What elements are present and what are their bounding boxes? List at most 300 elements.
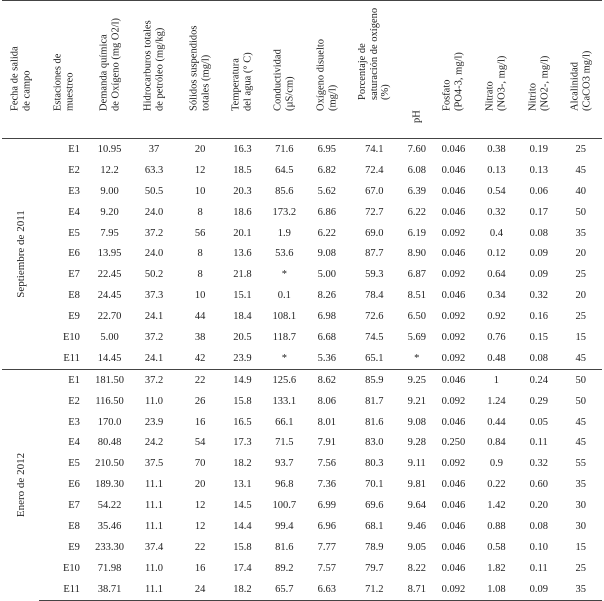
value-cell: 0.20 (529, 500, 548, 512)
column-header-line: del agua (° C) (242, 52, 254, 111)
value-cell: 25 (575, 311, 586, 323)
value-cell: 0.32 (529, 458, 548, 470)
station-cell: E4 (68, 437, 80, 449)
table-row (2, 223, 602, 244)
column-header-label (98, 18, 121, 111)
value-cell: 93.7 (275, 458, 294, 470)
value-cell: 118.7 (272, 331, 296, 343)
value-cell: 9.00 (100, 185, 119, 197)
value-cell: 50.2 (144, 269, 164, 281)
value-cell: 42 (194, 352, 206, 364)
column-header-line: saturación de oxígeno (368, 7, 380, 100)
column-header-9 (401, 1, 432, 139)
value-cell: 11.1 (130, 579, 178, 600)
column-header-line: (CaCO3 mg/l) (580, 50, 592, 111)
value-cell: 0.22 (487, 479, 506, 491)
value-cell: 0.44 (487, 416, 506, 428)
table-row (2, 495, 602, 516)
column-header-line: (PO4-3, mg/l) (453, 52, 465, 111)
value-cell: 5.00 (317, 269, 336, 281)
value-cell: 0.4 (489, 227, 503, 239)
value-cell: 0.13 (529, 164, 548, 176)
value-cell: 0.05 (529, 416, 548, 428)
value-cell: 35 (559, 579, 602, 600)
value-cell: 53.6 (275, 248, 294, 260)
value-cell: 85.6 (275, 185, 294, 197)
table-row (2, 306, 602, 327)
value-cell: 59.3 (365, 269, 384, 281)
column-header-line: Hidrocarburos totales (142, 20, 154, 111)
value-cell: 50 (575, 206, 586, 218)
value-cell: 6.19 (407, 227, 426, 239)
value-cell: 37.3 (144, 290, 164, 302)
column-header-line: muestreo (64, 72, 76, 111)
value-cell: 9.08 (317, 248, 336, 260)
value-cell: 9.81 (407, 479, 426, 491)
value-cell: 12 (194, 164, 206, 176)
column-header-line: de petróleo (mg/kg) (154, 27, 166, 111)
value-cell: 13.95 (97, 248, 122, 260)
value-cell: 30 (575, 520, 586, 532)
value-cell: 0.046 (441, 164, 466, 176)
value-cell: 0.08 (529, 227, 548, 239)
value-cell: 170.0 (97, 416, 122, 428)
value-cell: 70 (194, 458, 206, 470)
value-cell: 8 (197, 206, 203, 218)
value-cell: 38.71 (89, 579, 130, 600)
value-cell: 0.092 (441, 269, 466, 281)
value-cell: 16 (194, 562, 206, 574)
value-cell: 24.45 (97, 290, 122, 302)
value-cell: 8.22 (407, 562, 426, 574)
column-header-line: Oxígeno disuelto (315, 38, 327, 111)
table-row (2, 285, 602, 306)
value-cell: 23.9 (144, 416, 164, 428)
value-cell: 6.50 (407, 311, 426, 323)
value-cell: 5.69 (407, 331, 426, 343)
value-cell: 8.62 (306, 369, 347, 390)
value-cell: 11.0 (145, 395, 164, 407)
station-cell: E6 (68, 479, 80, 491)
value-cell: 9.46 (407, 520, 426, 532)
value-cell: 23.9 (233, 352, 252, 364)
value-cell: 13.6 (233, 248, 252, 260)
value-cell: 9.64 (407, 500, 426, 512)
table-row (2, 537, 602, 558)
value-cell: 80.3 (365, 458, 384, 470)
value-cell: 5.00 (100, 331, 119, 343)
value-cell: 69.6 (365, 500, 384, 512)
value-cell: 0.046 (441, 562, 466, 574)
value-cell: 0.88 (487, 520, 506, 532)
column-header-2 (89, 1, 130, 139)
value-cell: 116.50 (95, 395, 124, 407)
value-cell: 13.1 (233, 479, 252, 491)
value-cell: 0.046 (441, 500, 466, 512)
value-cell: 16.5 (233, 416, 252, 428)
value-cell: 0.58 (487, 541, 506, 553)
value-cell: 1.82 (487, 562, 506, 574)
column-header-label (231, 52, 254, 111)
value-cell: 8.06 (317, 395, 336, 407)
value-cell: 87.7 (365, 248, 384, 260)
value-cell: * (281, 352, 287, 364)
value-cell: 9.20 (100, 206, 119, 218)
table-row (2, 558, 602, 579)
column-header-line: (NO3-, mg/l) (496, 55, 508, 111)
value-cell: 74.5 (365, 331, 384, 343)
value-cell: 12 (194, 500, 206, 512)
value-cell: 65.7 (263, 579, 306, 600)
value-cell: 11.1 (145, 500, 164, 512)
station-cell: E8 (68, 290, 80, 302)
value-cell: 0.092 (441, 458, 466, 470)
value-cell: 81.6 (365, 416, 384, 428)
station-cell: E10 (62, 331, 80, 343)
value-cell: 0.64 (487, 269, 506, 281)
value-cell: 6.22 (317, 227, 336, 239)
value-cell: 7.60 (401, 139, 432, 160)
column-header-label (53, 54, 76, 111)
column-header-label (527, 56, 550, 111)
water-quality-table (2, 0, 602, 601)
value-cell: 0.046 (441, 541, 466, 553)
value-cell: 0.92 (487, 311, 506, 323)
value-cell: 8.01 (317, 416, 336, 428)
value-cell: 81.6 (275, 541, 294, 553)
value-cell: 18.5 (233, 164, 252, 176)
table-row (2, 202, 602, 223)
value-cell: 181.50 (89, 369, 130, 390)
value-cell: 108.1 (272, 311, 297, 323)
value-cell: 72.6 (365, 311, 384, 323)
value-cell: 6.86 (317, 206, 336, 218)
value-cell: 69.0 (365, 227, 384, 239)
table-row (2, 432, 602, 453)
value-cell: 20.5 (233, 331, 252, 343)
header-row (2, 1, 602, 139)
value-cell: 79.7 (365, 562, 384, 574)
value-cell: 6.96 (317, 520, 336, 532)
value-cell: 7.36 (317, 479, 336, 491)
column-header-line: Porcentaje de (357, 42, 369, 100)
value-cell: 6.22 (407, 206, 426, 218)
value-cell: 20 (194, 479, 206, 491)
station-cell: E11 (39, 579, 89, 600)
column-header-label (189, 26, 212, 111)
value-cell: 96.8 (275, 479, 294, 491)
value-cell: 16 (194, 416, 206, 428)
column-header-label (485, 56, 508, 111)
station-cell: E7 (68, 269, 80, 281)
value-cell: 72.4 (365, 164, 384, 176)
value-cell: 9.21 (407, 395, 426, 407)
value-cell: 37 (130, 139, 178, 160)
value-cell: 89.2 (275, 562, 294, 574)
value-cell: 1 (475, 369, 518, 390)
value-cell: 66.1 (275, 416, 294, 428)
value-cell: 1.42 (487, 500, 506, 512)
value-cell: 125.6 (263, 369, 306, 390)
value-cell: 12 (194, 520, 206, 532)
table-row (2, 474, 602, 495)
value-cell: 0.38 (475, 139, 518, 160)
value-cell: 99.4 (275, 520, 294, 532)
value-cell: 24.1 (144, 311, 164, 323)
value-cell: 55 (575, 458, 586, 470)
column-header-line: de Oxígeno (mg O2/l) (109, 17, 121, 111)
value-cell: 63.3 (144, 164, 164, 176)
value-cell: 15.1 (233, 290, 252, 302)
column-header-4 (178, 1, 222, 139)
value-cell: 0.32 (529, 290, 548, 302)
value-cell: 38 (194, 331, 206, 343)
value-cell: 15.8 (233, 541, 252, 553)
column-header-line: (NO2-, mg/l) (538, 55, 550, 111)
value-cell: 6.63 (306, 579, 347, 600)
table-body (2, 139, 602, 601)
value-cell: 54 (194, 437, 206, 449)
value-cell: 0.84 (487, 437, 506, 449)
table-row (2, 181, 602, 202)
station-cell: E2 (68, 164, 80, 176)
value-cell: 0.24 (518, 369, 559, 390)
value-cell: 0.046 (441, 416, 466, 428)
column-header-line: Conductividad (272, 49, 284, 111)
column-header-line: de campo (20, 70, 32, 111)
value-cell: 0.9 (489, 458, 503, 470)
value-cell: 35 (575, 227, 586, 239)
value-cell: 24.2 (144, 437, 164, 449)
value-cell: 8.51 (407, 290, 426, 302)
column-header-6 (263, 1, 306, 139)
value-cell: 50 (559, 369, 602, 390)
value-cell: 9.25 (401, 369, 432, 390)
value-cell: 7.56 (317, 458, 336, 470)
table-row (2, 412, 602, 433)
value-cell: 22 (194, 541, 206, 553)
value-cell: 7.77 (317, 541, 336, 553)
value-cell: 45 (575, 352, 586, 364)
table-row (2, 391, 602, 412)
table-row (2, 453, 602, 474)
value-cell: 0.092 (441, 395, 466, 407)
value-cell: 22 (178, 369, 222, 390)
value-cell: 18.6 (233, 206, 252, 218)
value-cell: 8.26 (317, 290, 336, 302)
value-cell: 6.39 (407, 185, 426, 197)
column-header-line: (mg/l) (326, 84, 338, 111)
value-cell: 1.24 (487, 395, 506, 407)
value-cell: 210.50 (95, 458, 124, 470)
value-cell: 56 (194, 227, 206, 239)
value-cell: 78.4 (365, 290, 384, 302)
value-cell: 7.95 (100, 227, 119, 239)
value-cell: 0.48 (487, 352, 506, 364)
value-cell: 5.62 (317, 185, 336, 197)
station-cell: E9 (68, 311, 80, 323)
value-cell: 189.30 (95, 479, 124, 491)
station-cell: E8 (68, 520, 80, 532)
value-cell: 45 (575, 164, 586, 176)
value-cell: 8.71 (401, 579, 432, 600)
column-header-label (9, 46, 32, 111)
value-cell: 15 (575, 331, 586, 343)
value-cell: 67.0 (365, 185, 384, 197)
column-header-line: Alcalinidad (569, 62, 581, 111)
column-header-line: Demanda química (98, 34, 110, 111)
column-header-line: (%) (380, 83, 392, 100)
value-cell: 17.3 (233, 437, 252, 449)
value-cell: 15 (575, 541, 586, 553)
value-cell: 0.60 (529, 479, 548, 491)
column-header-line: Nitrito (527, 83, 539, 111)
value-cell: 0.12 (487, 248, 506, 260)
column-header-5 (222, 1, 262, 139)
column-header-10 (432, 1, 474, 139)
value-cell: 0.09 (529, 248, 548, 260)
station-cell: E7 (68, 500, 80, 512)
value-cell: 14.45 (97, 352, 122, 364)
column-header-11 (475, 1, 518, 139)
station-cell: E4 (68, 206, 80, 218)
column-header-label (569, 51, 592, 111)
column-header-8 (347, 1, 401, 139)
value-cell: 6.98 (317, 311, 336, 323)
value-cell: 0.1 (277, 290, 291, 302)
value-cell: 0.092 (432, 579, 474, 600)
column-header-line: Nitrato (484, 81, 496, 111)
value-cell: 7.57 (317, 562, 336, 574)
station-cell: E1 (39, 139, 89, 160)
value-cell: 37.2 (144, 331, 164, 343)
column-header-line: (µS/cm) (284, 76, 296, 111)
value-cell: 0.046 (441, 520, 466, 532)
value-cell: 0.046 (432, 139, 474, 160)
period-cell (2, 139, 39, 370)
value-cell: 10 (194, 185, 206, 197)
value-cell: 83.0 (365, 437, 384, 449)
value-cell: 10.95 (89, 139, 130, 160)
table-row (2, 579, 602, 600)
station-cell: E2 (68, 395, 80, 407)
value-cell: 0.046 (441, 479, 466, 491)
value-cell: 17.4 (233, 562, 252, 574)
value-cell: 45 (575, 416, 586, 428)
value-cell: 15.8 (233, 395, 252, 407)
value-cell: 0.046 (441, 290, 466, 302)
value-cell: 22.70 (97, 311, 122, 323)
table-row (2, 369, 602, 390)
column-header-label (273, 49, 296, 111)
column-header-line: Fosfato (441, 79, 453, 111)
station-cell: E1 (39, 369, 89, 390)
value-cell: 25 (575, 562, 586, 574)
value-cell: 9.28 (407, 437, 426, 449)
value-cell: 24.0 (144, 206, 164, 218)
value-cell: 10 (194, 290, 206, 302)
station-cell: E3 (68, 416, 80, 428)
column-header-13 (559, 1, 602, 139)
value-cell: 233.30 (95, 541, 124, 553)
value-cell: 0.046 (441, 206, 466, 218)
value-cell: 37.2 (144, 227, 164, 239)
value-cell: 37.2 (130, 369, 178, 390)
value-cell: 16.3 (222, 139, 262, 160)
column-header-label (357, 7, 392, 99)
value-cell: 6.68 (317, 331, 336, 343)
table-row (2, 160, 602, 181)
table-row (2, 348, 602, 369)
value-cell: 18.2 (222, 579, 262, 600)
value-cell: 35 (575, 479, 586, 491)
value-cell: 18.4 (233, 311, 252, 323)
value-cell: 6.99 (317, 500, 336, 512)
value-cell: 100.7 (272, 500, 297, 512)
column-header-12 (518, 1, 559, 139)
value-cell: 0.06 (529, 185, 548, 197)
station-cell: E10 (62, 562, 80, 574)
value-cell: 50.5 (144, 185, 164, 197)
period-label: Septiembre de 2011 (14, 210, 27, 298)
value-cell: 9.08 (407, 416, 426, 428)
value-cell: 85.9 (347, 369, 401, 390)
value-cell: 8.90 (407, 248, 426, 260)
value-cell: 0.17 (529, 206, 548, 218)
value-cell: 6.95 (306, 139, 347, 160)
value-cell: 0.250 (441, 437, 466, 449)
value-cell: 70.1 (365, 479, 384, 491)
value-cell: 37.4 (144, 541, 164, 553)
value-cell: 1.9 (277, 227, 291, 239)
value-cell: 0.046 (441, 248, 466, 260)
value-cell: 7.91 (317, 437, 336, 449)
value-cell: 45 (575, 437, 586, 449)
value-cell: 81.7 (365, 395, 384, 407)
station-cell: E3 (68, 185, 80, 197)
value-cell: 6.82 (317, 164, 336, 176)
value-cell: 133.1 (272, 395, 297, 407)
value-cell: 0.046 (441, 185, 466, 197)
value-cell: 72.7 (365, 206, 384, 218)
value-cell: 0.15 (529, 331, 548, 343)
value-cell: 0.11 (529, 562, 548, 574)
value-cell: 0.54 (487, 185, 506, 197)
value-cell: 0.08 (529, 520, 548, 532)
value-cell: 54.22 (97, 500, 122, 512)
value-cell: * (414, 352, 420, 364)
column-header-line: pH (411, 109, 422, 123)
value-cell: 71.6 (263, 139, 306, 160)
column-header-label (442, 52, 465, 111)
value-cell: 64.5 (275, 164, 294, 176)
table-row (2, 243, 602, 264)
column-header-1 (39, 1, 89, 139)
value-cell: 173.2 (272, 206, 297, 218)
value-cell: 26 (194, 395, 206, 407)
value-cell: 80.48 (97, 437, 122, 449)
station-cell: E5 (68, 227, 80, 239)
column-header-line: Fecha de salida (9, 46, 21, 111)
value-cell: 0.092 (441, 227, 466, 239)
value-cell: 6.87 (407, 269, 426, 281)
value-cell: 21.8 (233, 269, 252, 281)
period-cell (2, 369, 39, 600)
value-cell: 71.5 (275, 437, 294, 449)
value-cell: 0.09 (518, 579, 559, 600)
station-cell: E5 (68, 458, 80, 470)
value-cell: 0.16 (529, 311, 548, 323)
